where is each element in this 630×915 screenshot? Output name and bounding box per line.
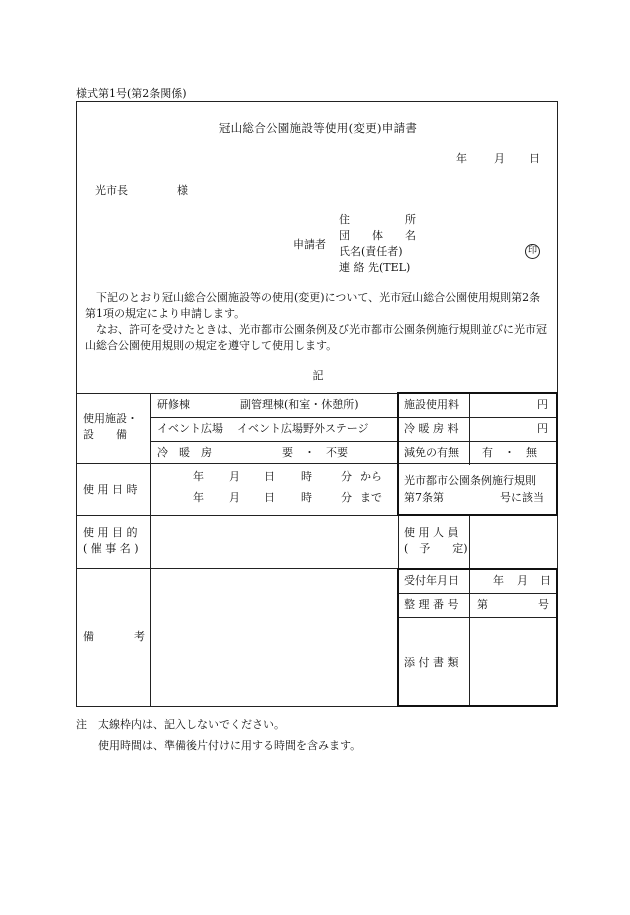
facility-option-event-plaza: イベント広場 xyxy=(157,422,223,435)
notes-prefix: 注 xyxy=(76,718,87,731)
rule-reference-line2b: 号に該当 xyxy=(500,491,544,504)
ki-heading: 記 xyxy=(312,369,324,382)
exemption-choice: 有 ・ 無 xyxy=(482,446,537,459)
body-paragraph-1: 下記のとおり冠山総合公園施設等の使用(変更)について、光市冠山総合公園使用規則第2条第1項の規定により申請します。 xyxy=(85,291,541,320)
applicant-fields xyxy=(339,212,416,276)
seal-mark: 印 xyxy=(525,244,540,259)
addressee-name: 光市長 xyxy=(95,184,128,197)
form-title: 冠山総合公園施設等使用(変更)申請書 xyxy=(218,121,418,135)
facility-option-air-conditioning: 冷 暖 房 xyxy=(157,446,212,459)
facility-fee-label: 施設使用料 xyxy=(404,398,459,411)
form-number-label: 様式第1号(第2条関係) xyxy=(76,87,187,100)
attachments-label: 添 付 書 類 xyxy=(404,656,459,669)
body-paragraph-2: なお、許可を受けたときは、光市都市公園条例及び光市都市公園条例施行規則並びに光市冠山総合公園使用規則の規定を遵守して使用します。 xyxy=(85,323,547,352)
received-date-label: 受付年月日 xyxy=(404,574,459,587)
facility-row-line-1 xyxy=(150,417,398,418)
datetime-label: 使 用 日 時 xyxy=(83,483,138,496)
ac-required-choice: 要 ・ 不要 xyxy=(282,446,348,459)
rule-reference-line1: 光市都市公園条例施行規則 xyxy=(404,474,536,487)
facility-option-outdoor-stage: イベント広場野外ステージ xyxy=(237,422,369,435)
facility-row-line-2 xyxy=(150,441,398,442)
addressee-honorific: 様 xyxy=(177,184,188,197)
attendees-label: 使 用 人 員 ( 予 定) xyxy=(404,526,468,555)
date-year: 年 xyxy=(456,152,467,165)
received-year: 年 xyxy=(493,574,504,587)
ac-fee-label: 冷 暖 房 料 xyxy=(404,422,459,435)
facility-option-training-building: 研修棟 xyxy=(157,398,190,411)
purpose-label: 使 用 目 的 ( 催 事 名 ) xyxy=(83,526,139,555)
date-month: 月 xyxy=(494,152,505,165)
facilities-label: 使用施設・ 設 備 xyxy=(83,412,138,441)
registration-number-label: 整 理 番 号 xyxy=(404,598,459,611)
received-month: 月 xyxy=(517,574,528,587)
applicant-field-address: 住 所 xyxy=(339,213,416,226)
applicant-label: 申請者 xyxy=(293,238,326,251)
remarks-label-1: 備 xyxy=(83,630,94,643)
applicant-field-name: 氏名(責任者) xyxy=(339,245,403,258)
date-day: 日 xyxy=(529,152,540,165)
received-day: 日 xyxy=(540,574,551,587)
ac-fee-yen: 円 xyxy=(537,422,548,435)
application-form-frame: 冠山総合公園施設等使用(変更)申請書 年 月 日 光市長 様 申請者 住 所 団 体 名 氏名(責任者) 連 絡 先(TEL) 印 下記のとおり冠山総合公園施設等の使用(変更)について、光市冠山総合公園使用規則第2条第1項の規定により申請します。 なお、許可を受けたときは、光市都市公園条例及び光市都市公園条例施行規則並びに光市冠山総合公園使用規則の規定を遵守して使用します。 記 使用施設・ 設 備 研修棟 副管理棟(和室・休憩所) イベント広場 イベント広場野外ステージ 冷 暖 房 要 ・ 不要 施設使用料 円 冷 暖 房 料 円 減免の有無 有 ・ 無 使 用 日 時 年 月 日 時 分 から 年 月 日 時 分 まで 光市都市公園条例施行規則 第7条第 号に該当 使 用 目 的 ( 催 事 名 ) 使 用 人 員 ( 予 定) 備 考 受付年月日 年 月 日 整 理 番 号 第 号 添 付 書 類 xyxy=(76,101,558,707)
rule-reference-line2a: 第7条第 xyxy=(404,491,444,504)
registration-number-suffix: 号 xyxy=(538,598,549,611)
facility-fee-yen: 円 xyxy=(537,398,548,411)
registration-number-prefix: 第 xyxy=(477,598,488,611)
applicant-field-organization: 団 体 名 xyxy=(339,229,416,242)
facility-option-sub-management: 副管理棟(和室・休憩所) xyxy=(240,398,359,411)
applicant-field-tel: 連 絡 先(TEL) xyxy=(339,261,411,274)
note-line-1: 太線枠内は、記入しないでください。 xyxy=(98,718,285,731)
exemption-label: 減免の有無 xyxy=(404,446,459,459)
note-line-2: 使用時間は、準備後片付けに用する時間を含みます。 xyxy=(98,739,362,752)
label-column-line xyxy=(150,393,151,706)
remarks-label-2: 考 xyxy=(134,630,145,643)
